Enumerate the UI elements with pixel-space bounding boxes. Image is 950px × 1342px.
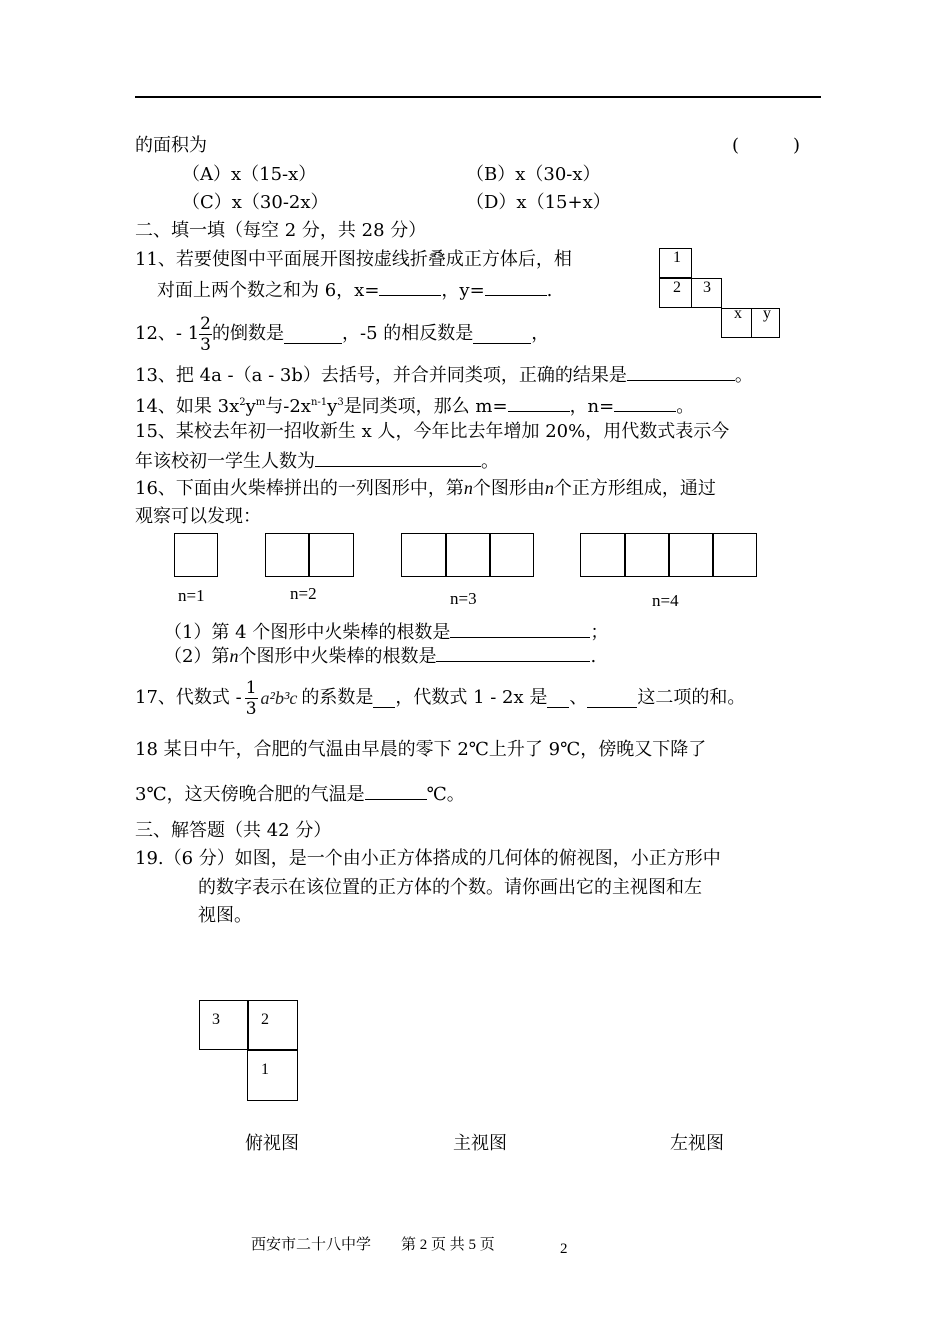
- q16-blank-2: [436, 643, 590, 662]
- option-a: （A）x（15-x）: [182, 164, 317, 185]
- fig2-square-1: [265, 533, 310, 577]
- net-cell-y: y: [751, 308, 780, 338]
- label-front-view: 主视图: [453, 1133, 507, 1154]
- q12-text-c: ，-5 的相反数是: [342, 323, 474, 344]
- q17-blank-3: [587, 689, 637, 708]
- q11-text-c: .: [546, 280, 553, 301]
- q12-blank-2: [473, 325, 531, 344]
- net-cell-3: 3: [691, 278, 722, 308]
- q13-end: 。: [734, 365, 753, 386]
- q13-blank: [627, 362, 735, 381]
- q16-blank-1: [450, 619, 590, 638]
- label-top-view: 俯视图: [245, 1133, 299, 1154]
- q12-prefix: 12、- 1: [135, 323, 200, 344]
- fig1-square-1: [174, 533, 218, 577]
- fig4-label: n=4: [652, 591, 679, 610]
- grid-cell-3: 3: [199, 1000, 249, 1050]
- fig4-square-1: [580, 533, 626, 577]
- q11-line2: [157, 277, 552, 303]
- fig3-square-3: [489, 533, 534, 577]
- q19-line3: 视图。: [198, 905, 252, 926]
- q14: 14、如果 $3x^2y^m$与$-2x^{n-1}y^3$是同类项，那么 m= ，n= 。: [135, 391, 694, 419]
- q17-expression: a²b³c: [260, 688, 298, 708]
- q17-fraction: $\frac{1}{3}$: [245, 677, 257, 719]
- line-continuation: 的面积为: [135, 135, 207, 156]
- fig3-square-1: [401, 533, 447, 577]
- fig4-square-4: [712, 533, 757, 577]
- q14-blank-n: [614, 393, 676, 412]
- q11-line1: 11、若要使图中平面展开图按虚线折叠成正方体后，相: [135, 249, 572, 270]
- q16-sub2: （2）第n个图形中火柴棒的根数是 .: [164, 643, 596, 669]
- option-b: （B）x（30-x）: [466, 164, 601, 185]
- q18-blank: [365, 781, 427, 800]
- q11-text-a: 对面上两个数之和为 6，x=: [157, 280, 380, 301]
- q12: [135, 310, 549, 358]
- fig1-label: n=1: [178, 586, 205, 605]
- q11-blank-y: [485, 277, 547, 296]
- q12-text-d: ，: [531, 323, 550, 344]
- answer-paren: ( ): [732, 135, 801, 156]
- q16-sub1: （1）第 4 个图形中火柴棒的根数是 ；: [164, 619, 608, 645]
- q17-blank-2: [547, 689, 569, 708]
- q14-blank-m: [508, 393, 570, 412]
- q11-blank-x: [379, 277, 441, 296]
- q17: 17、代数式 - $\frac{1}{3}$ a²b³c 的系数是 ，代数式 1 - 2x 是 、 这二项的和。: [135, 677, 746, 719]
- option-d: （D）x（15+x）: [466, 192, 611, 213]
- q13-text: 13、把 4a -（a - 3b）去括号，并合并同类项，正确的结果是: [135, 365, 627, 386]
- fig4-square-2: [624, 533, 670, 577]
- q18-line1: 18 某日中午，合肥的气温由早晨的零下 2℃上升了 9℃，傍晚又下降了: [135, 739, 707, 760]
- grid-cell-2: 2: [247, 1000, 298, 1050]
- net-cell-2: 2: [659, 278, 692, 308]
- fig4-square-3: [668, 533, 714, 577]
- section-3-heading: 三、解答题（共 42 分）: [135, 820, 332, 841]
- grid-cell-1: 1: [247, 1050, 298, 1101]
- page-number: 2: [560, 1241, 568, 1257]
- fig3-label: n=3: [450, 589, 477, 608]
- q17-blank-1: [373, 689, 395, 708]
- q15-line2: 年该校初一学生人数为 。: [135, 448, 499, 474]
- fig2-label: n=2: [290, 584, 317, 603]
- q19-line1: 19.（6 分）如图，是一个由小正方体搭成的几何体的俯视图，小正方形中: [135, 848, 721, 869]
- section-2-heading: 二、填一填（每空 2 分，共 28 分）: [135, 220, 427, 241]
- q15-line1: 15、某校去年初一招收新生 x 人，今年比去年增加 20%，用代数式表示今: [135, 421, 730, 442]
- q16-line1: 16、下面由火柴棒拼出的一列图形中，第n个图形由n个正方形组成，通过: [135, 478, 716, 499]
- net-cell-1: 1: [659, 248, 692, 278]
- q12-text-b: 的倒数是: [212, 323, 284, 344]
- q19-line2: 的数字表示在该位置的正方体的个数。请你画出它的主视图和左: [198, 877, 702, 898]
- fig2-square-2: [308, 533, 354, 577]
- net-cell-x: x: [721, 308, 752, 338]
- q13: [135, 362, 753, 388]
- q11-text-b: ，y=: [441, 280, 485, 301]
- footer: 西安市二十八中学 第 2 页 共 5 页: [251, 1237, 495, 1253]
- q12-fraction: $\frac{2}{3}$: [200, 313, 211, 355]
- label-left-view: 左视图: [670, 1133, 724, 1154]
- fig3-square-2: [445, 533, 491, 577]
- q15-blank: [315, 448, 481, 467]
- q18-line2: 3℃，这天傍晚合肥的气温是 ℃。: [135, 781, 465, 807]
- header-rule: [135, 96, 821, 98]
- q16-line2: 观察可以发现：: [135, 506, 261, 527]
- q12-blank-1: [284, 325, 342, 344]
- option-c: （C）x（30-2x）: [182, 192, 329, 213]
